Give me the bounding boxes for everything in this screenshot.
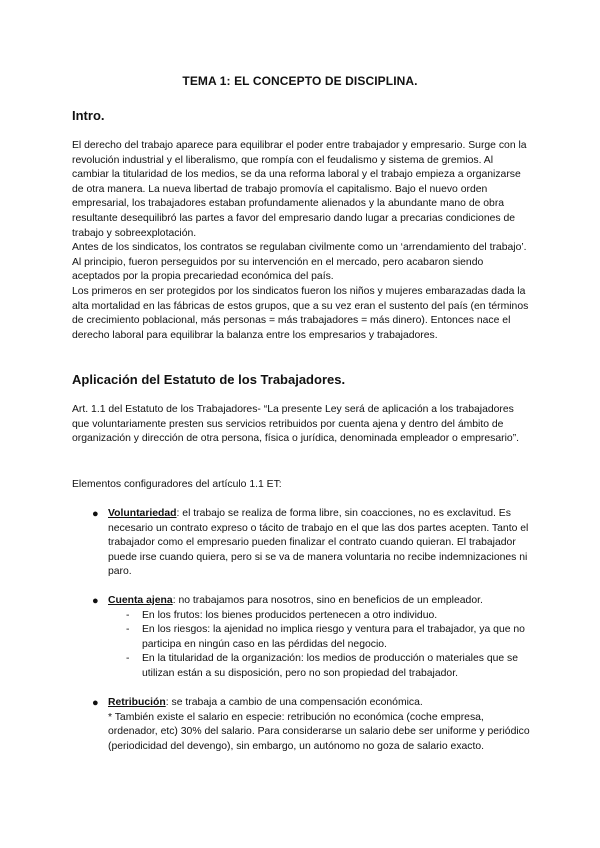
bullet-voluntariedad (92, 507, 532, 580)
bullet-term: Voluntariedad (108, 508, 177, 519)
aplicacion-heading: Aplicación del Estatuto de los Trabajadores. (72, 372, 346, 387)
bullet-text: : se trabaja a cambio de una compensación económica. (165, 697, 423, 708)
intro-text-3: Los primeros en ser protegidos por los sindicatos fueron los niños y mujeres embarazadas dada la alta mortalidad en las fábricas de estos grupos, que a su vez eran el sustento del país (en términos de crecimiento poblacional, más personas = más trabajadores = más dinero). Entonces nace el derecho laboral para equilibrar la balanza entre los empresarios y trabajadores. (72, 285, 529, 341)
bullet-dot-icon: ● (92, 697, 99, 709)
bullet-dot-icon: ● (92, 595, 99, 607)
article-paragraph: Art. 1.1 del Estatuto de los Trabajadores- “La presente Ley será de aplicación a los trabajadores que voluntariamente presten sus servicios retribuidos por cuenta ajena y dentro del ámbito de organización y dirección de otra persona, física o jurídica, denominada empleador o empresario”. (72, 404, 520, 445)
dash-icon: - (126, 624, 130, 636)
sub-item-text: En los riesgos: la ajenidad no implica riesgo y ventura para el trabajador, ya que no participa en ningún caso en las pérdidas del negocio. (142, 624, 525, 650)
intro-paragraph (72, 139, 532, 343)
intro-heading: Intro. (72, 108, 105, 123)
sub-item (124, 609, 532, 624)
bullet-retribucion (92, 696, 532, 754)
bullet-dot-icon: ● (92, 508, 99, 520)
dash-icon: - (126, 609, 130, 621)
bullet-term: Retribución (108, 697, 166, 708)
sub-item-text: En la titularidad de la organización: los medios de producción o materiales que se utilizan están a su disposición, pero no son propiedad del trabajador. (142, 653, 519, 679)
sub-item (124, 652, 532, 681)
bullet-term: Cuenta ajena (108, 595, 173, 606)
intro-text-1: El derecho del trabajo aparece para equilibrar el poder entre trabajador y empresario. Surge con la revolución industrial y el liberalismo, que rompía con el feudalismo y sistema de gremios. Al cambiar la titularidad de los medios, se da una reforma laboral y el trabajo empieza a organizarse de otra manera. La nueva libertad de trabajo promovía el capitalismo. Bajo el nuevo orden empresarial, los trabajadores estaban profundamente alienados y la abundante mano de obra resultante desequilibró las partes a favor del empresario dando lugar a precarias condiciones de trabajo y sobreexplotación. (72, 140, 527, 239)
sub-item (124, 623, 532, 652)
bullet-cuenta-ajena (92, 594, 532, 682)
bullet-text: : el trabajo se realiza de forma libre, sin coacciones, no es exclavitud. Es necesario un contrato expreso o tácito de trabajo en el que las dos partes acepten. Tanto el trabajador como el empresario pueden finalizar el contrato cuando quieran. El trabajador puede irse cuando quiera, pero si se va de manera voluntaria no recibe indemnizaciones ni paro. (108, 508, 529, 578)
bullet-note: * También existe el salario en especie: retribución no económica (coche empresa, ordenador, etc) 30% del salario. Para considerarse un salario debe ser uniforme y periódico (periodicidad del devengo), sin embargo, un autónomo no goza de salario exacto. (108, 711, 530, 752)
bullet-text: : no trabajamos para nosotros, sino en beneficios de un empleador. (172, 595, 483, 606)
elements-intro: Elementos configuradores del artículo 1.1 ET: (72, 479, 282, 490)
document-title: TEMA 1: EL CONCEPTO DE DISCIPLINA. (182, 74, 418, 88)
sub-item-text: En los frutos: los bienes producidos pertenecen a otro individuo. (142, 609, 438, 621)
intro-text-2: Antes de los sindicatos, los contratos se regulaban civilmente como un ‘arrendamiento del trabajo’. Al principio, fueron perseguidos por su intervención en el mercado, pero acabaron siendo aceptados por la propia precariedad económica del país. (72, 242, 527, 283)
dash-icon: - (126, 653, 130, 665)
